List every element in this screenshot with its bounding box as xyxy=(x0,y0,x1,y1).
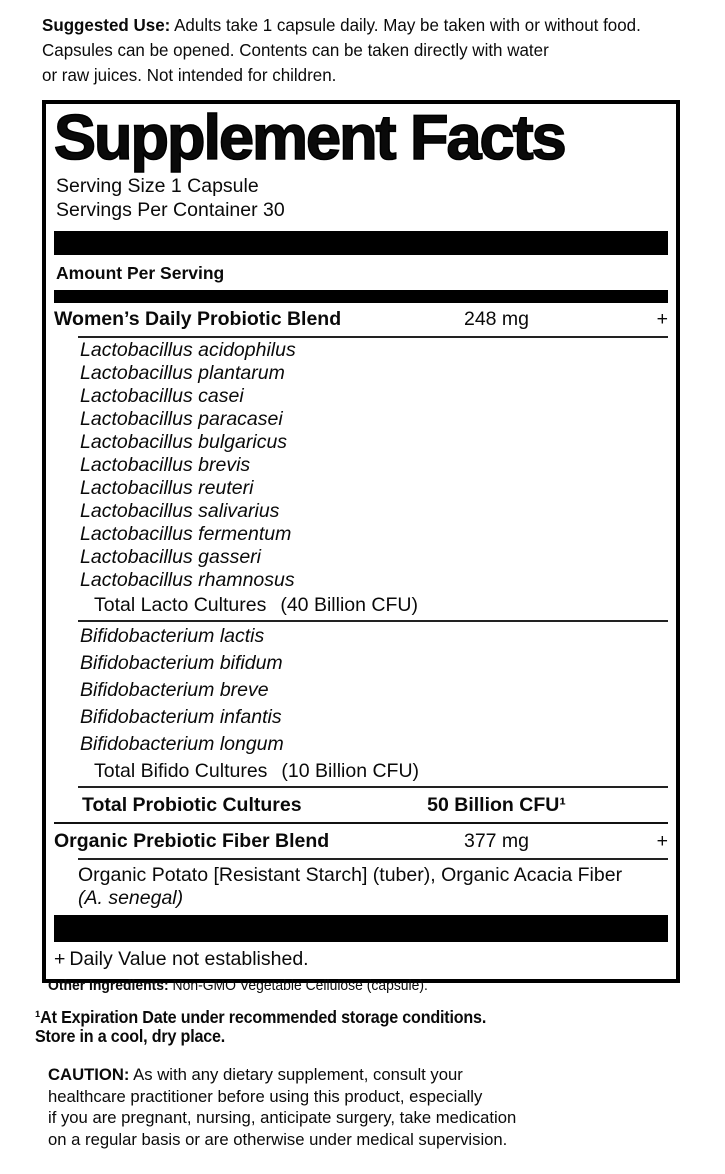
divider-line xyxy=(78,620,668,622)
footnote-line: Store in a cool, dry place. xyxy=(35,1026,226,1046)
subtotal-value: (10 Billion CFU) xyxy=(281,760,420,782)
species-item: Bifidobacterium bifidum xyxy=(80,652,283,674)
caution-line: As with any dietary supplement, consult your xyxy=(133,1065,463,1084)
panel-title: Supplement Facts xyxy=(54,103,565,173)
divider-line xyxy=(78,858,668,860)
suggested-use-line: or raw juices. Not intended for children. xyxy=(42,65,337,85)
storage-footnote xyxy=(35,1008,624,1046)
total-bifido-row xyxy=(54,759,668,783)
species-item: Bifidobacterium infantis xyxy=(80,706,282,728)
fiber-ingredients xyxy=(54,864,668,910)
amount-per-serving-header: Amount Per Serving xyxy=(56,263,225,283)
other-ingredients-text: Non-GMO Vegetable Cellulose (capsule). xyxy=(172,978,428,994)
subtotal-label: Total Bifido Cultures xyxy=(94,760,268,782)
daily-value-symbol: + xyxy=(656,308,668,330)
daily-value-note xyxy=(54,948,668,971)
probiotic-blend-row xyxy=(54,303,668,334)
subtotal-value: (40 Billion CFU) xyxy=(280,594,418,616)
total-probiotic-value: 50 Billion CFU¹ xyxy=(427,794,566,816)
caution-paragraph xyxy=(48,1064,656,1150)
species-item: Lactobacillus bulgaricus xyxy=(80,431,288,453)
species-item: Bifidobacterium longum xyxy=(80,733,284,755)
species-item: Lactobacillus reuteri xyxy=(80,477,254,499)
caution-line: if you are pregnant, nursing, anticipate surgery, take medication xyxy=(48,1108,517,1127)
divider-line-full xyxy=(54,822,668,824)
serving-info xyxy=(56,174,668,222)
servings-per-container: Servings Per Container 30 xyxy=(56,199,285,221)
total-probiotic-label: Total Probiotic Cultures xyxy=(82,794,302,816)
species-item: Lactobacillus salivarius xyxy=(80,500,280,522)
species-item: Lactobacillus rhamnosus xyxy=(80,569,295,591)
serving-size: Serving Size 1 Capsule xyxy=(56,175,259,197)
fiber-blend-row xyxy=(54,825,668,856)
fiber-ingredients-line: Organic Potato [Resistant Starch] (tuber), Organic Acacia Fiber xyxy=(78,864,623,886)
total-lacto-row xyxy=(54,593,668,617)
caution-label: CAUTION: xyxy=(48,1065,130,1084)
ingredient-amount: 377 mg xyxy=(463,830,530,852)
ingredient-name: Women’s Daily Probiotic Blend xyxy=(54,308,342,330)
suggested-use-line: Capsules can be opened. Contents can be taken directly with water xyxy=(42,40,549,60)
species-item: Lactobacillus gasseri xyxy=(80,546,262,568)
daily-value-symbol: + xyxy=(54,948,66,970)
suggested-use-paragraph xyxy=(42,13,663,88)
thick-divider-bar xyxy=(54,231,668,255)
suggested-use-line: Adults take 1 capsule daily. May be taken with or without food. xyxy=(174,15,641,35)
total-probiotic-row xyxy=(54,789,668,820)
footnote-line: ¹At Expiration Date under recommended storage conditions. xyxy=(35,1007,487,1027)
species-item: Lactobacillus fermentum xyxy=(80,523,292,545)
thick-divider-bar xyxy=(54,915,668,942)
ingredient-amount: 248 mg xyxy=(463,308,530,330)
species-item: Lactobacillus brevis xyxy=(80,454,251,476)
caution-line: on a regular basis or are otherwise under medical supervision. xyxy=(48,1129,508,1149)
species-item: Lactobacillus paracasei xyxy=(80,408,283,430)
species-item: Lactobacillus casei xyxy=(80,385,244,407)
supplement-facts-panel xyxy=(42,100,680,983)
species-item: Lactobacillus acidophilus xyxy=(80,339,296,361)
divider-bar xyxy=(54,290,668,303)
daily-value-text: Daily Value not established. xyxy=(69,948,309,970)
subtotal-label: Total Lacto Cultures xyxy=(94,594,267,616)
species-item: Bifidobacterium lactis xyxy=(80,625,265,647)
lacto-species-list xyxy=(54,339,668,592)
daily-value-symbol: + xyxy=(656,830,668,852)
ingredient-name: Organic Prebiotic Fiber Blend xyxy=(54,830,330,852)
species-item: Lactobacillus plantarum xyxy=(80,362,285,384)
species-item: Bifidobacterium breve xyxy=(80,679,269,701)
fiber-ingredients-latin: (A. senegal) xyxy=(78,887,184,909)
bifido-species-list xyxy=(54,623,668,758)
caution-line: healthcare practitioner before using this product, especially xyxy=(48,1086,483,1106)
divider-line xyxy=(78,786,668,788)
other-ingredients xyxy=(48,978,643,994)
divider-line xyxy=(78,336,668,338)
other-ingredients-label: Other Ingredients: xyxy=(48,978,169,994)
suggested-use-label: Suggested Use: xyxy=(42,15,171,35)
